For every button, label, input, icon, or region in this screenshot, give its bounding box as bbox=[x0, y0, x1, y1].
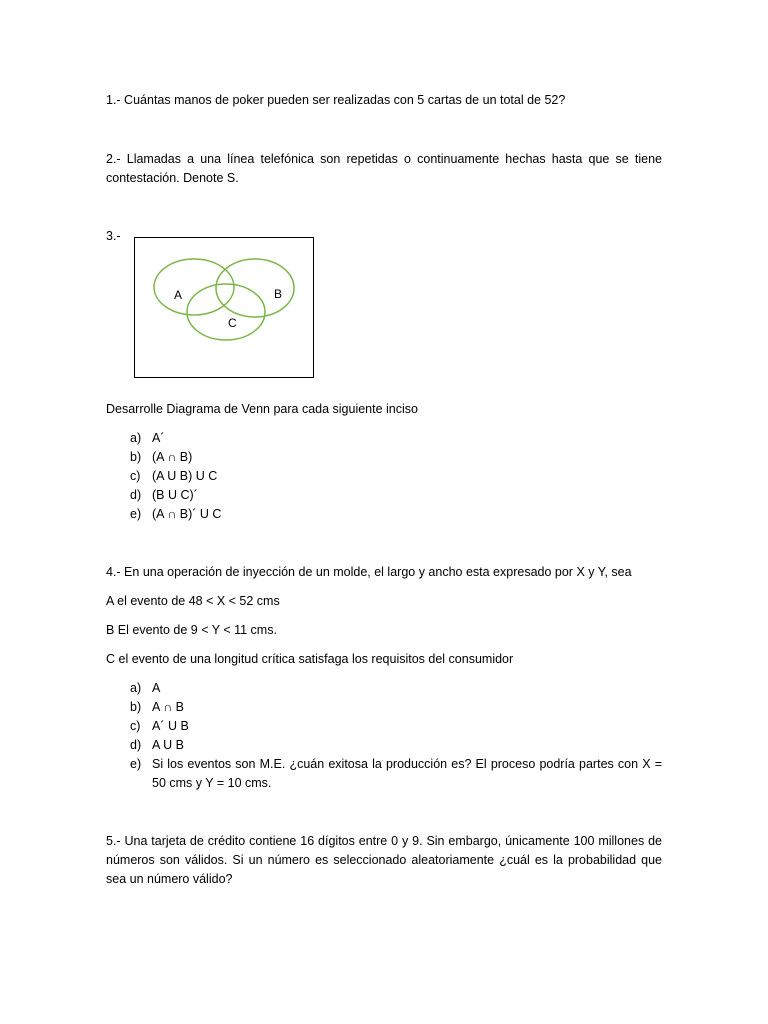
list-marker: d) bbox=[130, 738, 142, 752]
list-marker: e) bbox=[130, 757, 142, 771]
list-marker: b) bbox=[130, 450, 142, 464]
list-item bbox=[106, 736, 662, 755]
event-c-text: C el evento de una longitud crítica satisfaga los requisitos del consumidor bbox=[106, 652, 514, 666]
question-4-intro-text: 4.- En una operación de inyección de un molde, el largo y ancho esta expresado por X y Y, sea bbox=[106, 565, 632, 579]
question-4-list bbox=[106, 679, 662, 793]
list-item-text: (A ∩ B) bbox=[152, 450, 193, 464]
list-marker: a) bbox=[130, 431, 142, 445]
list-marker: d) bbox=[130, 488, 142, 502]
list-item bbox=[106, 679, 662, 698]
list-item bbox=[106, 486, 662, 505]
list-marker: c) bbox=[130, 719, 141, 733]
list-item-text: A bbox=[152, 681, 161, 695]
list-item bbox=[106, 505, 662, 524]
document-page bbox=[106, 0, 662, 1024]
list-marker: e) bbox=[130, 507, 142, 521]
event-a-text: A el evento de 48 < X < 52 cms bbox=[106, 594, 280, 608]
question-4-event-a bbox=[106, 592, 662, 611]
question-3-instruction bbox=[106, 400, 662, 419]
question-1 bbox=[106, 91, 662, 110]
venn-circle-b bbox=[216, 259, 294, 317]
list-item bbox=[106, 755, 662, 793]
list-item-text: (A ∩ B)´ U C bbox=[152, 507, 222, 521]
question-2 bbox=[106, 150, 662, 188]
venn-diagram-svg bbox=[135, 238, 313, 377]
list-marker: b) bbox=[130, 700, 142, 714]
venn-circle-a bbox=[154, 259, 234, 315]
list-item-text: A´ U B bbox=[152, 719, 189, 733]
question-5 bbox=[106, 832, 662, 889]
list-item-text: (B U C)´ bbox=[152, 488, 198, 502]
question-4-event-c bbox=[106, 650, 662, 669]
list-item bbox=[106, 448, 662, 467]
question-1-text: 1.- Cuántas manos de poker pueden ser realizadas con 5 cartas de un total de 52? bbox=[106, 93, 566, 107]
question-4-intro bbox=[106, 563, 662, 582]
list-marker: a) bbox=[130, 681, 142, 695]
venn-circle-c bbox=[187, 284, 265, 340]
venn-label-b: B bbox=[274, 287, 283, 301]
question-3-instruction-text: Desarrolle Diagrama de Venn para cada siguiente inciso bbox=[106, 402, 418, 416]
list-item-text: A ∩ B bbox=[152, 700, 184, 714]
question-3-list bbox=[106, 429, 662, 524]
list-item-text: A´ bbox=[152, 431, 165, 445]
list-item bbox=[106, 429, 662, 448]
venn-label-c: C bbox=[228, 316, 237, 330]
list-item bbox=[106, 467, 662, 486]
list-marker: c) bbox=[130, 469, 141, 483]
list-item-text: A U B bbox=[152, 738, 184, 752]
event-b-text: B El evento de 9 < Y < 11 cms. bbox=[106, 623, 277, 637]
list-item bbox=[106, 698, 662, 717]
list-item-text: Si los eventos son M.E. ¿cuán exitosa la producción es? El proceso podría partes con X = 50 cms y Y = 10 cms. bbox=[152, 757, 662, 790]
question-4-event-b bbox=[106, 621, 662, 640]
question-2-text: 2.- Llamadas a una línea telefónica son repetidas o continuamente hechas hasta que se tiene contestación. Denote S. bbox=[106, 152, 662, 185]
question-3-label: 3.- bbox=[106, 229, 121, 243]
question-5-text: 5.- Una tarjeta de crédito contiene 16 dígitos entre 0 y 9. Sin embargo, únicamente 100 millones de números son válidos. Si un número es seleccionado aleatoriamente ¿cuál es la probabilidad que sea un número válido? bbox=[106, 834, 662, 886]
list-item bbox=[106, 717, 662, 736]
venn-label-a: A bbox=[174, 288, 183, 302]
list-item-text: (A U B) U C bbox=[152, 469, 218, 483]
venn-diagram bbox=[134, 237, 314, 378]
